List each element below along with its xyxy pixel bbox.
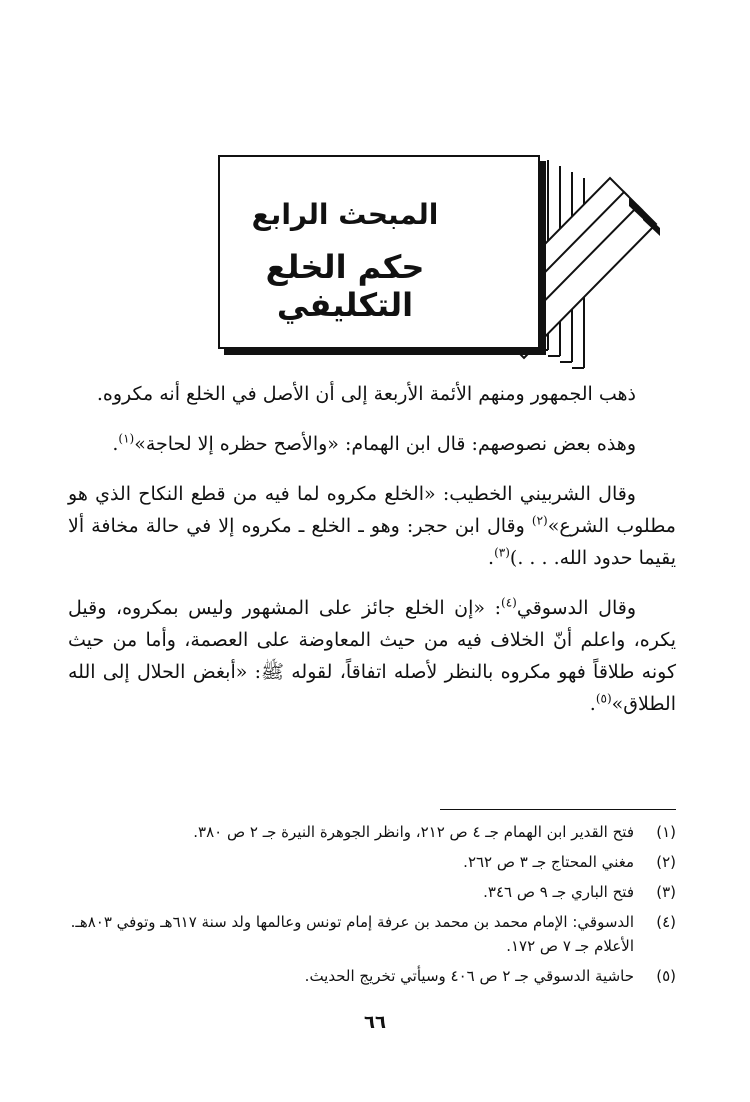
paragraph [68,592,676,720]
paragraph-text: . [589,693,596,715]
section-subheading: حكم الخلع التكليفي [265,248,425,324]
paragraph [68,428,676,460]
page-number: ٦٦ [364,1012,386,1033]
paragraph-text: . [112,433,119,455]
footnote-ref: (٤) [501,595,517,610]
footnote-number: (١) [656,823,676,841]
footnote-ref: (١) [118,431,135,446]
footnote-ref: (٥) [595,691,612,706]
footnote-number: (٤) [656,913,676,931]
footnote-divider [440,809,676,810]
footnote-number: (٢) [656,853,676,871]
paragraph-text: . [488,547,495,569]
footnote-text: الدسوقي: الإمام محمد بن محمد بن عرفة إمام تونس وعالمها ولد سنة ٦١٧هـ وتوفي ٨٠٣هـ. الأعلام جـ ٧ ص ١٧٢. [70,913,634,955]
footnote-item [68,964,676,988]
footnote-number: (٣) [656,883,676,901]
paragraph-text: : «إن الخلع جائز على المشهور وليس بمكروه، وقيل يكره، واعلم أنّ الخلاف فيه من حيث المعاوضة على العصمة، وأما من حيث كونه طلاقاً فهو مكروه بالنظر لأصله اتفاقاً، لقوله ﷺ: «أبغض الحلال إلى الله الطلاق» [68,597,676,715]
footnote-text: فتح القدير ابن الهمام جـ ٤ ص ٢١٢، وانظر الجوهرة النيرة جـ ٢ ص ٣٨٠. [193,823,634,841]
footnote-text: مغني المحتاج جـ ٣ ص ٢٦٢. [463,853,634,871]
footnote-ref: (٢) [531,513,548,528]
paragraph [68,378,676,410]
footnotes [68,820,676,994]
paragraph-text: وهذه بعض نصوصهم: قال ابن الهمام: «والأصح حظره إلا لحاجة» [134,433,636,455]
footnote-text: حاشية الدسوقي جـ ٢ ص ٤٠٦ وسيأتي تخريج الحديث. [304,967,634,985]
paragraph-text: وقال الشربيني الخطيب: «الخلع مكروه لما فيه من قطع النكاح الذي هو مطلوب الشرع» [68,483,676,537]
footnote-item [68,820,676,844]
section-heading: المبحث الرابع [251,198,439,231]
main-text [68,378,676,720]
footnote-text: فتح الباري جـ ٩ ص ٣٤٦. [483,883,634,901]
footnote-item [68,880,676,904]
footnote-ref: (٣) [494,545,510,560]
paragraph [68,478,676,574]
paragraph-text: وقال الدسوقي [516,597,636,619]
paragraph-text: وقال ابن حجر: وهو ـ الخلع ـ مكروه إلا في حالة مخافة ألا يقيما حدود الله. . . .) [68,515,676,569]
footnote-item [68,850,676,874]
footnote-number: (٥) [656,967,676,985]
paragraph-text: ذهب الجمهور ومنهم الأئمة الأربعة إلى أن الأصل في الخلع أنه مكروه. [96,383,636,405]
footnote-item [68,910,676,958]
